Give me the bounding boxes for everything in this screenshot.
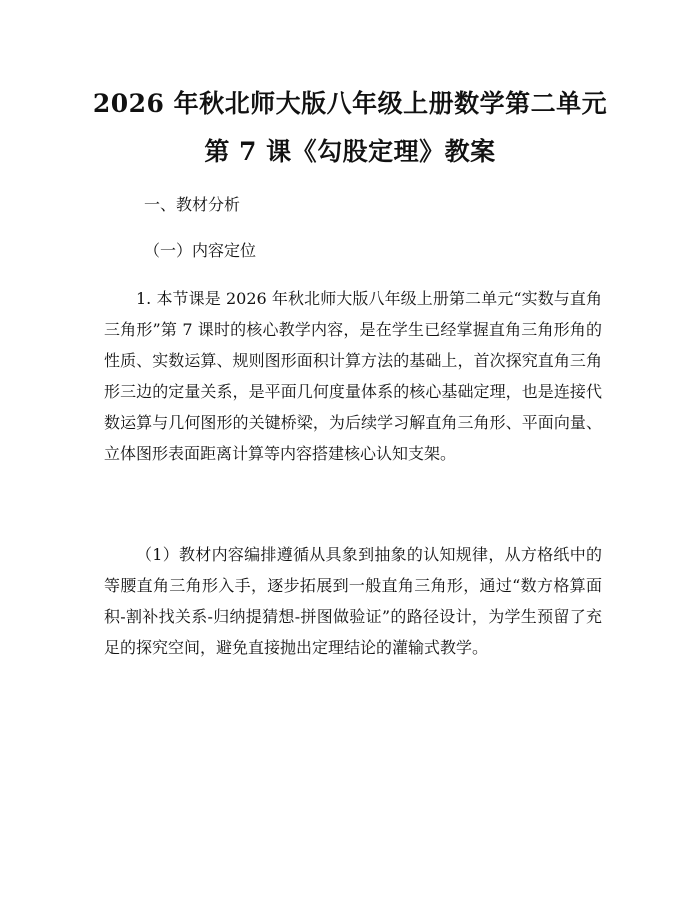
document-title-line-2: 第 7 课《勾股定理》教案 [204,137,496,166]
subsection-heading: （一）内容定位 [144,241,257,260]
document-title-line-1: 2026 年秋北师大版八年级上册数学第二单元 [92,89,608,118]
section-heading: 一、教材分析 [144,195,241,214]
paragraph-content-positioning: 1. 本节课是 2026 年秋北师大版八年级上册第二单元“实数与直角三角形”第 7 课时的核心教学内容，是在学生已经掌握直角三角形角的性质、实数运算、规则图形面积计算方法的基础上，首次探究直角三角形三边的定量关系，是平面几何度量体系的核心基础定理，也是连接代数运算与几何图形的关键桥梁，为后续学习解直角三角形、平面向量、立体图形表面距离计算等内容搭建核心认知支架。 [104,289,602,463]
paragraph-textbook-arrangement: （1）教材内容编排遵循从具象到抽象的认知规律，从方格纸中的等腰直角三角形入手，逐步拓展到一般直角三角形，通过“数方格算面积-割补找关系-归纳提猜想-拼图做验证”的路径设计，为学生预留了充足的探究空间，避免直接抛出定理结论的灌输式教学。 [104,545,602,657]
